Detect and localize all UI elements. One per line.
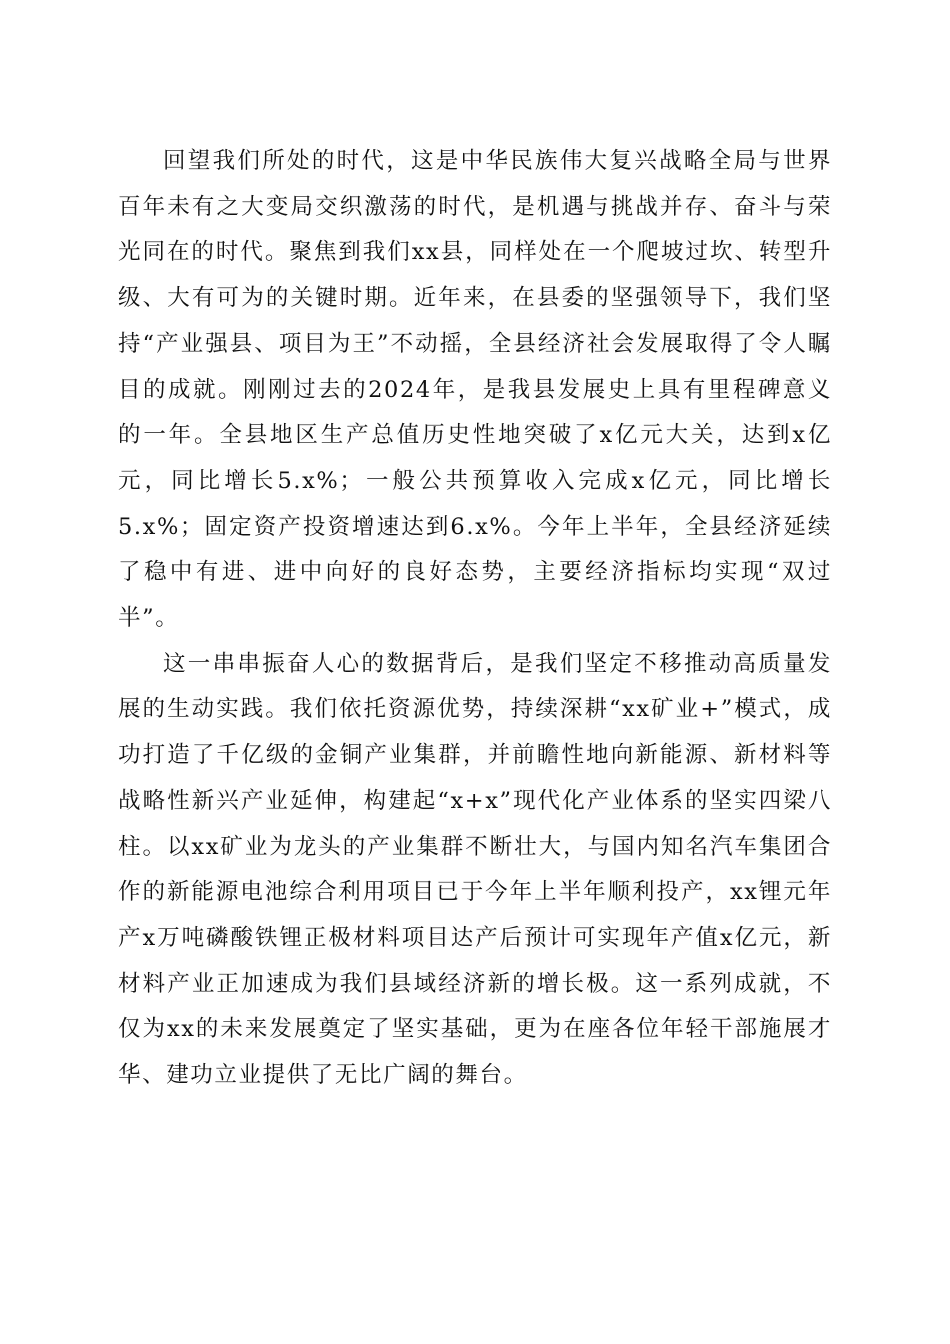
document-body xyxy=(118,139,832,1099)
paragraph-1: 回望我们所处的时代，这是中华民族伟大复兴战略全局与世界百年未有之大变局交织激荡的时代，是机遇与挑战并存、奋斗与荣光同在的时代。聚焦到我们xx县，同样处在一个爬坡过坎、转型升级、大有可为的关键时期。近年来，在县委的坚强领导下，我们坚持“产业强县、项目为王”不动摇，全县经济社会发展取得了令人瞩目的成就。刚刚过去的2024年，是我县发展史上具有里程碑意义的一年。全县地区生产总值历史性地突破了x亿元大关，达到x亿元，同比增长5.x%；一般公共预算收入完成x亿元，同比增长5.x%；固定资产投资增速达到6.x%。今年上半年，全县经济延续了稳中有进、进中向好的良好态势，主要经济指标均实现“双过半”。 xyxy=(118,148,832,632)
paragraph-2: 这一串串振奋人心的数据背后，是我们坚定不移推动高质量发展的生动实践。我们依托资源优势，持续深耕“xx矿业+”模式，成功打造了千亿级的金铜产业集群，并前瞻性地向新能源、新材料等战略性新兴产业延伸，构建起“x+x”现代化产业体系的坚实四梁八柱。以xx矿业为龙头的产业集群不断壮大，与国内知名汽车集团合作的新能源电池综合利用项目已于今年上半年顺利投产，xx锂元年产x万吨磷酸铁锂正极材料项目达产后预计可实现年产值x亿元，新材料产业正加速成为我们县域经济新的增长极。这一系列成就，不仅为xx的未来发展奠定了坚实基础，更为在座各位年轻干部施展才华、建功立业提供了无比广阔的舞台。 xyxy=(118,650,832,1089)
